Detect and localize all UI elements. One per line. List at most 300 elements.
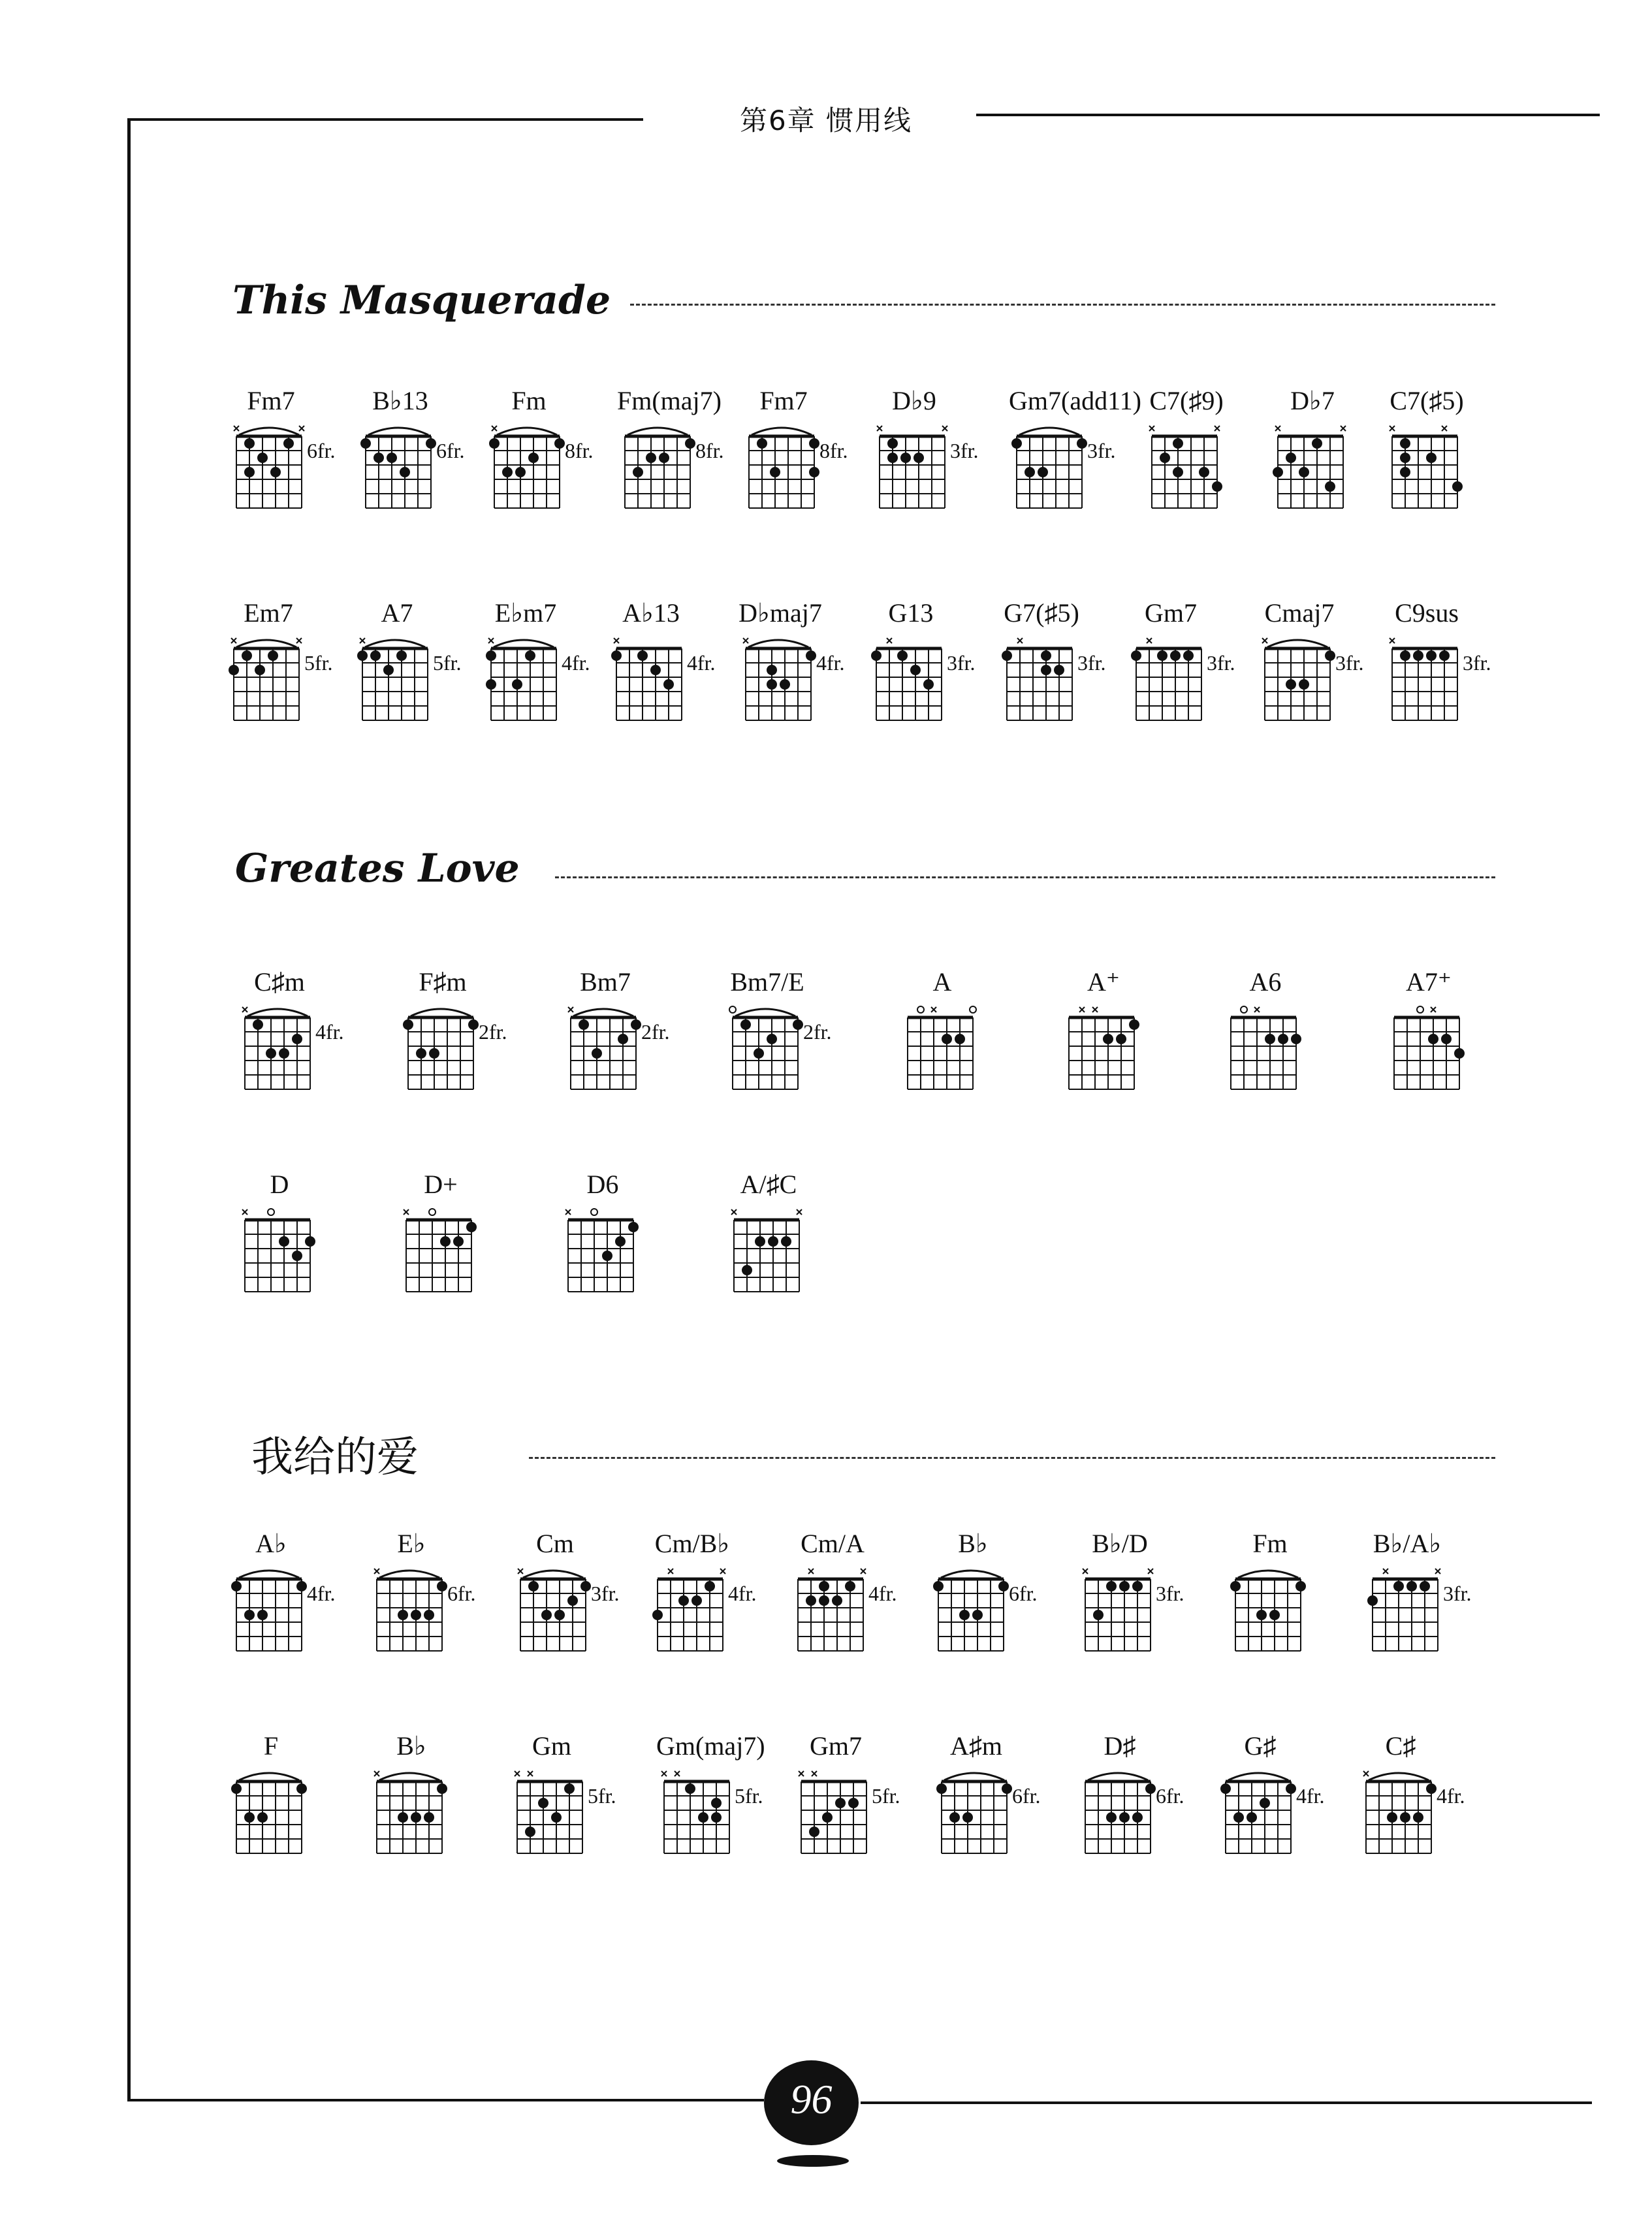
muted-string-marker <box>299 426 304 431</box>
fret-position-label: 5fr. <box>433 651 462 675</box>
chord-fretboard <box>934 1765 1019 1862</box>
finger-dot <box>1299 679 1309 690</box>
barre-arc <box>239 1571 299 1578</box>
chord-name: Bm7 <box>580 967 631 997</box>
finger-dot <box>1199 467 1209 477</box>
muted-string-marker <box>1149 426 1154 431</box>
chord-name: B♭/D <box>1092 1529 1148 1558</box>
barre-arc <box>748 640 808 647</box>
fret-position-label: 6fr. <box>1156 1784 1184 1808</box>
chord-fretboard <box>1384 419 1469 517</box>
finger-dot <box>525 650 535 661</box>
chord-fretboard <box>486 419 571 517</box>
muted-string-marker <box>799 1771 804 1776</box>
barre-arc <box>752 428 812 435</box>
open-string-marker <box>729 1006 736 1013</box>
chord-fretboard <box>1009 419 1094 517</box>
finger-dot <box>257 453 268 463</box>
chord-diagram <box>793 1731 904 1881</box>
finger-dot <box>1441 1034 1452 1044</box>
barre-arc <box>379 1571 439 1578</box>
finger-dot <box>949 1812 960 1823</box>
finger-dot <box>554 438 565 449</box>
finger-dot <box>1131 650 1141 661</box>
chord-name: G13 <box>888 598 934 628</box>
finger-dot <box>426 438 436 449</box>
finger-dot <box>1041 650 1051 661</box>
muted-string-marker <box>1442 426 1447 431</box>
finger-dot <box>887 453 898 463</box>
muted-string-marker <box>1092 1007 1098 1012</box>
finger-dot <box>554 1610 565 1620</box>
finger-dot <box>1413 650 1423 661</box>
section-title-wo-gei-de-ai: 我给的爱 <box>251 1433 419 1482</box>
chord-name: A <box>932 967 952 997</box>
fret-position-label: 3fr. <box>591 1582 620 1605</box>
muted-string-marker <box>942 426 947 431</box>
chord-diagram <box>872 385 983 535</box>
finger-dot <box>1173 467 1183 477</box>
finger-dot <box>767 679 777 690</box>
finger-dot <box>1132 1812 1143 1823</box>
chord-name: F♯m <box>419 967 467 997</box>
finger-dot <box>1212 481 1222 492</box>
chord-fretboard <box>513 1562 597 1660</box>
chord-diagram <box>1228 1528 1339 1678</box>
muted-string-marker <box>1383 1569 1388 1574</box>
fret-position-label: 2fr. <box>641 1020 670 1044</box>
open-string-marker <box>917 1006 924 1013</box>
barre-arc <box>497 428 557 435</box>
finger-dot <box>646 453 656 463</box>
chord-diagram <box>226 598 337 748</box>
finger-dot <box>678 1595 689 1606</box>
finger-dot <box>1145 1783 1156 1794</box>
finger-dot <box>1452 481 1463 492</box>
finger-dot <box>685 1783 695 1794</box>
chord-fretboard <box>483 631 568 729</box>
finger-dot <box>663 679 674 690</box>
chord-name: D <box>270 1170 289 1199</box>
chord-fretboard <box>930 1562 1015 1660</box>
chord-diagram <box>790 1528 901 1678</box>
finger-dot <box>1295 1581 1306 1591</box>
muted-string-marker <box>1275 426 1280 431</box>
finger-dot <box>1230 1581 1241 1591</box>
chord-name: E♭ <box>397 1529 426 1558</box>
chord-name: A/♯C <box>740 1170 797 1199</box>
chord-diagram <box>741 385 852 535</box>
finger-dot <box>466 1222 477 1232</box>
finger-dot <box>1312 438 1322 449</box>
chord-name: Gm7(add11) <box>1009 386 1141 415</box>
finger-dot <box>822 1812 833 1823</box>
chord-fretboard <box>868 631 953 729</box>
finger-dot <box>383 665 394 675</box>
finger-dot <box>567 1595 578 1606</box>
finger-dot <box>579 1019 589 1030</box>
finger-dot <box>1400 650 1410 661</box>
finger-dot <box>848 1798 859 1808</box>
finger-dot <box>1291 1034 1301 1044</box>
chord-diagram <box>486 385 597 535</box>
barre-arc <box>379 1773 439 1780</box>
finger-dot <box>1367 1595 1378 1606</box>
finger-dot <box>257 1812 268 1823</box>
finger-dot <box>806 650 816 661</box>
finger-dot <box>244 438 255 449</box>
finger-dot <box>900 453 911 463</box>
chord-diagram <box>1061 966 1172 1117</box>
finger-dot <box>296 1581 307 1591</box>
barre-arc <box>944 1773 1004 1780</box>
finger-dot <box>1256 1610 1267 1620</box>
finger-dot <box>637 650 648 661</box>
finger-dot <box>835 1798 846 1808</box>
section-divider <box>529 1457 1495 1459</box>
chord-diagram <box>1257 598 1368 748</box>
finger-dot <box>615 1236 626 1247</box>
chord-name: Cm <box>536 1529 574 1558</box>
chord-name: D♭9 <box>892 386 936 415</box>
chord-fretboard <box>358 419 443 517</box>
finger-dot <box>887 438 898 449</box>
finger-dot <box>1247 1812 1257 1823</box>
fret-position-label: 3fr. <box>1207 651 1235 675</box>
chord-diagram <box>1077 1731 1188 1881</box>
finger-dot <box>424 1812 434 1823</box>
muted-string-marker <box>1435 1569 1440 1574</box>
chord-name: Cmaj7 <box>1264 598 1335 628</box>
chord-fretboard <box>560 1203 645 1301</box>
chord-diagram <box>934 1731 1045 1881</box>
chord-diagram <box>656 1731 767 1881</box>
chord-name: A♭13 <box>622 598 680 628</box>
chord-name: C♯m <box>254 967 305 997</box>
finger-dot <box>962 1812 973 1823</box>
chord-diagram <box>1358 1731 1469 1881</box>
chord-diagram <box>400 966 511 1117</box>
fret-position-label: 4fr. <box>1296 1784 1325 1808</box>
chord-name: A7⁺ <box>1406 967 1452 997</box>
finger-dot <box>942 1034 952 1044</box>
muted-string-marker <box>565 1209 571 1215</box>
finger-dot <box>1273 467 1283 477</box>
finger-dot <box>373 453 384 463</box>
finger-dot <box>780 679 790 690</box>
chord-diagram <box>398 1169 509 1319</box>
chord-fretboard <box>1218 1765 1303 1862</box>
muted-string-marker <box>374 1771 379 1776</box>
finger-dot <box>592 1048 602 1059</box>
finger-dot <box>793 1019 803 1030</box>
barre-arc <box>239 1773 299 1780</box>
finger-dot <box>1054 665 1064 675</box>
chord-diagram <box>1384 598 1495 748</box>
finger-dot <box>1038 467 1048 477</box>
section-title-this-masquerade: This Masquerade <box>232 278 611 323</box>
page-number: 96 <box>764 2060 859 2145</box>
chord-name: C♯ <box>1385 1731 1416 1761</box>
barre-arc <box>247 1009 308 1016</box>
finger-dot <box>244 1812 255 1823</box>
barre-arc <box>494 640 554 647</box>
chord-name: Fm7 <box>247 386 295 415</box>
barre-arc <box>368 428 428 435</box>
muted-string-marker <box>1254 1007 1260 1012</box>
finger-dot <box>754 1048 764 1059</box>
finger-dot <box>244 467 255 477</box>
chord-name: A♭ <box>255 1529 287 1558</box>
finger-dot <box>1093 1610 1104 1620</box>
finger-dot <box>525 1827 535 1837</box>
muted-string-marker <box>861 1569 866 1574</box>
fret-position-label: 3fr. <box>1335 651 1364 675</box>
finger-dot <box>468 1019 479 1030</box>
finger-dot <box>1286 453 1296 463</box>
chord-name: B♭13 <box>372 386 428 415</box>
finger-dot <box>1011 438 1022 449</box>
chord-diagram <box>229 1528 340 1678</box>
fret-position-label: 5fr. <box>735 1784 763 1808</box>
finger-dot <box>913 453 924 463</box>
finger-dot <box>387 453 397 463</box>
finger-dot <box>437 1783 447 1794</box>
chord-name: D♭7 <box>1290 386 1335 415</box>
chord-fretboard <box>790 1562 875 1660</box>
chord-fretboard <box>1384 631 1469 729</box>
muted-string-marker <box>614 638 619 643</box>
finger-dot <box>652 1610 663 1620</box>
muted-string-marker <box>404 1209 409 1215</box>
barre-arc <box>1228 1773 1288 1780</box>
barre-arc <box>365 640 425 647</box>
finger-dot <box>429 1048 439 1059</box>
chord-diagram <box>1144 385 1255 535</box>
finger-dot <box>998 1581 1009 1591</box>
chord-diagram <box>650 1528 761 1678</box>
fret-position-label: 5fr. <box>304 651 333 675</box>
chord-diagram <box>738 598 849 748</box>
finger-dot <box>959 1610 970 1620</box>
muted-string-marker <box>1083 1569 1088 1574</box>
finger-dot <box>910 665 921 675</box>
finger-dot <box>396 650 407 661</box>
finger-dot <box>1116 1034 1126 1044</box>
frame-bottom-left <box>127 2099 764 2101</box>
finger-dot <box>923 679 934 690</box>
chord-fretboard <box>1228 1562 1312 1660</box>
muted-string-marker <box>675 1771 680 1776</box>
chord-fretboard <box>725 1000 810 1098</box>
muted-string-marker <box>1390 638 1395 643</box>
barre-arc <box>523 1571 583 1578</box>
finger-dot <box>611 650 622 661</box>
finger-dot <box>691 1595 702 1606</box>
finger-dot <box>1173 438 1183 449</box>
barre-arc <box>573 1009 633 1016</box>
chord-name: Fm <box>511 386 547 415</box>
chord-diagram <box>483 598 594 748</box>
chord-name: Bm7/E <box>730 967 804 997</box>
barre-arc <box>1088 1773 1148 1780</box>
chord-diagram <box>868 598 979 748</box>
finger-dot <box>1041 665 1051 675</box>
finger-dot <box>650 665 661 675</box>
barre-arc <box>941 1571 1001 1578</box>
muted-string-marker <box>518 1569 523 1574</box>
chord-diagram <box>1218 1731 1329 1881</box>
finger-dot <box>305 1236 315 1247</box>
chord-name: B♭ <box>396 1731 426 1761</box>
finger-dot <box>1025 467 1035 477</box>
chord-fretboard <box>237 1203 322 1301</box>
finger-dot <box>1160 453 1170 463</box>
barre-arc <box>735 1009 795 1016</box>
chord-fretboard <box>1061 1000 1146 1098</box>
finger-dot <box>1002 1783 1012 1794</box>
finger-dot <box>1170 650 1181 661</box>
finger-dot <box>685 438 695 449</box>
finger-dot <box>742 1265 752 1275</box>
muted-string-marker <box>812 1771 817 1776</box>
finger-dot <box>767 1034 777 1044</box>
chord-fretboard <box>400 1000 485 1098</box>
finger-dot <box>1428 1034 1438 1044</box>
finger-dot <box>1393 1581 1404 1591</box>
chord-fretboard <box>355 631 439 729</box>
finger-dot <box>424 1610 434 1620</box>
finger-dot <box>1183 650 1194 661</box>
chord-fretboard <box>369 1765 454 1862</box>
fret-position-label: 4fr. <box>307 1582 336 1605</box>
muted-string-marker <box>231 638 236 643</box>
finger-dot <box>1119 1581 1130 1591</box>
finger-dot <box>1278 1034 1288 1044</box>
finger-dot <box>528 1581 539 1591</box>
finger-dot <box>809 467 819 477</box>
chapter-header: 第6章 惯用线 <box>739 104 913 136</box>
fret-position-label: 4fr. <box>315 1020 344 1044</box>
chord-name: Gm7 <box>810 1731 862 1761</box>
chord-name: F <box>263 1731 279 1761</box>
chord-diagram <box>1365 1528 1476 1678</box>
chord-fretboard <box>1257 631 1342 729</box>
muted-string-marker <box>808 1569 814 1574</box>
chord-diagram <box>617 385 728 535</box>
finger-dot <box>360 438 371 449</box>
finger-dot <box>897 650 908 661</box>
chord-name: D♯ <box>1104 1731 1136 1761</box>
fret-position-label: 8fr. <box>819 439 848 462</box>
finger-dot <box>1220 1783 1231 1794</box>
open-string-marker <box>1417 1006 1423 1013</box>
chord-fretboard <box>738 631 823 729</box>
finger-dot <box>515 467 526 477</box>
barre-arc <box>1369 1773 1429 1780</box>
chord-fretboard <box>1128 631 1213 729</box>
finger-dot <box>255 665 265 675</box>
finger-dot <box>819 1595 829 1606</box>
fret-position-label: 3fr. <box>1463 651 1491 675</box>
muted-string-marker <box>877 426 882 431</box>
chord-fretboard <box>1077 1765 1162 1862</box>
muted-string-marker <box>1341 426 1346 431</box>
muted-string-marker <box>887 638 892 643</box>
chord-fretboard <box>1365 1562 1450 1660</box>
muted-string-marker <box>242 1209 247 1215</box>
chord-diagram <box>900 966 1011 1117</box>
finger-dot <box>411 1610 421 1620</box>
finger-dot <box>244 1610 255 1620</box>
frame-left <box>127 118 131 2101</box>
chord-fretboard <box>609 631 693 729</box>
finger-dot <box>631 1019 641 1030</box>
muted-string-marker <box>360 638 365 643</box>
fret-position-label: 3fr. <box>947 651 976 675</box>
finger-dot <box>770 467 780 477</box>
chord-fretboard <box>237 1000 322 1098</box>
fret-position-label: 3fr. <box>950 439 979 462</box>
finger-dot <box>1119 1812 1130 1823</box>
finger-dot <box>242 650 252 661</box>
chord-fretboard <box>229 419 313 517</box>
muted-string-marker <box>720 1569 725 1574</box>
finger-dot <box>1413 1812 1423 1823</box>
fret-position-label: 3fr. <box>1077 651 1106 675</box>
finger-dot <box>538 1798 548 1808</box>
finger-dot <box>767 665 777 675</box>
finger-dot <box>618 1034 628 1044</box>
finger-dot <box>270 467 281 477</box>
barre-arc <box>1238 1571 1298 1578</box>
chord-diagram <box>1270 385 1381 535</box>
chord-diagram <box>726 1169 837 1319</box>
finger-dot <box>768 1236 778 1247</box>
chord-fretboard <box>741 419 826 517</box>
chord-name: A♯m <box>950 1731 1002 1761</box>
chord-fretboard <box>1223 1000 1308 1098</box>
chord-fretboard <box>900 1000 985 1098</box>
finger-dot <box>268 650 278 661</box>
fret-position-label: 6fr. <box>1012 1784 1041 1808</box>
finger-dot <box>711 1798 722 1808</box>
finger-dot <box>257 1610 268 1620</box>
fret-position-label: 4fr. <box>868 1582 897 1605</box>
finger-dot <box>1439 650 1450 661</box>
finger-dot <box>740 1019 751 1030</box>
fret-position-label: 6fr. <box>307 439 336 462</box>
chord-name: B♭/A♭ <box>1373 1529 1442 1558</box>
chord-fretboard <box>229 1562 313 1660</box>
finger-dot <box>1286 1783 1296 1794</box>
finger-dot <box>755 1236 765 1247</box>
section-divider <box>630 304 1495 306</box>
chord-diagram <box>358 385 469 535</box>
finger-dot <box>809 1827 819 1837</box>
finger-dot <box>1103 1034 1113 1044</box>
chord-diagram <box>1009 385 1141 535</box>
muted-string-marker <box>528 1771 533 1776</box>
finger-dot <box>1400 467 1410 477</box>
barre-arc <box>411 1009 471 1016</box>
chord-name: Cm/A <box>801 1529 865 1558</box>
finger-dot <box>437 1581 447 1591</box>
chord-name: Fm(maj7) <box>617 386 722 415</box>
barre-arc <box>627 428 688 435</box>
barre-arc <box>236 640 296 647</box>
chord-diagram <box>509 1731 620 1881</box>
